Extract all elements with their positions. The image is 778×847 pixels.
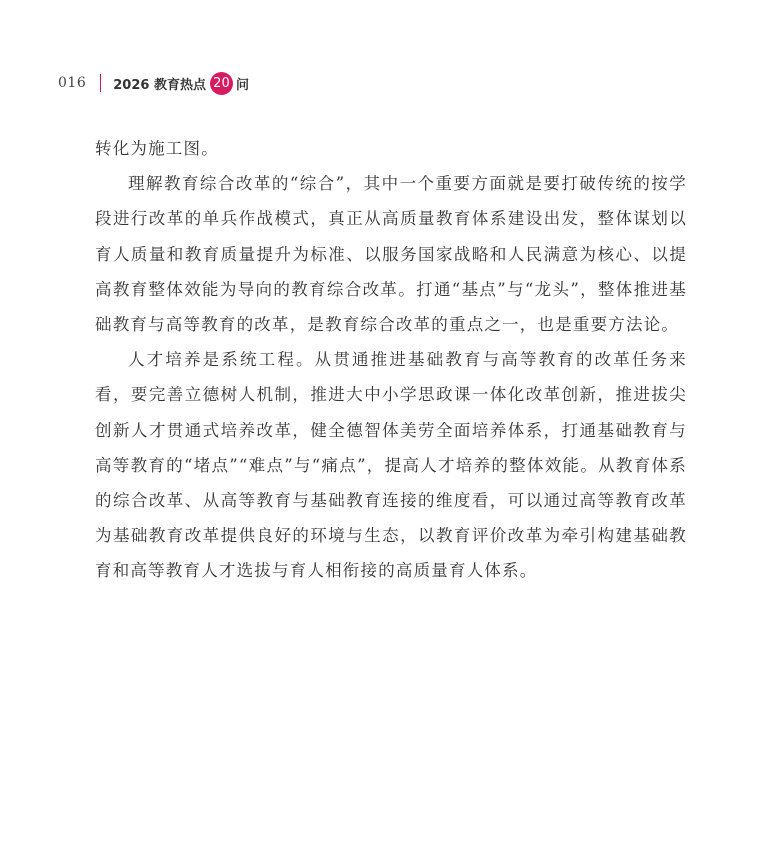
running-header xyxy=(58,70,249,96)
book-title-suffix: 问 xyxy=(235,77,249,93)
body-text xyxy=(95,131,687,589)
paragraph-continuation: 转化为施工图。 xyxy=(95,139,219,158)
book-title-text: 2026 教育热点 xyxy=(113,77,206,93)
header-divider xyxy=(100,74,101,92)
paragraph-talent-cultivation: 人才培养是系统工程。从贯通推进基础教育与高等教育的改革任务来看，要完善立德树人机制，推进大中小学思政课一体化改革创新，推进拔尖创新人才贯通式培养改革，健全德智体美劳全面培养体系，打通基础教育与高等教育的“堵点”“难点”与“痛点”，提高人才培养的整体效能。从教育体系的综合改革、从高等教育与基础教育连接的维度看，可以通过高等教育改革为基础教育改革提供良好的环境与生态，以教育评价改革为牵引构建基础教育和高等教育人才选拔与育人相衔接的高质量育人体系。 xyxy=(95,350,687,581)
book-title xyxy=(113,72,249,95)
page-number: 016 xyxy=(58,75,87,91)
title-number-badge: 20 xyxy=(210,72,233,95)
paragraph-comprehensive-reform: 理解教育综合改革的“综合”，其中一个重要方面就是要打破传统的按学段进行改革的单兵作战模式，真正从高质量教育体系建设出发，整体谋划以育人质量和教育质量提升为标准、以服务国家战略和人民满意为核心、以提高教育整体效能为导向的教育综合改革。打通“基点”与“龙头”，整体推进基础教育与高等教育的改革，是教育综合改革的重点之一，也是重要方法论。 xyxy=(95,174,687,335)
